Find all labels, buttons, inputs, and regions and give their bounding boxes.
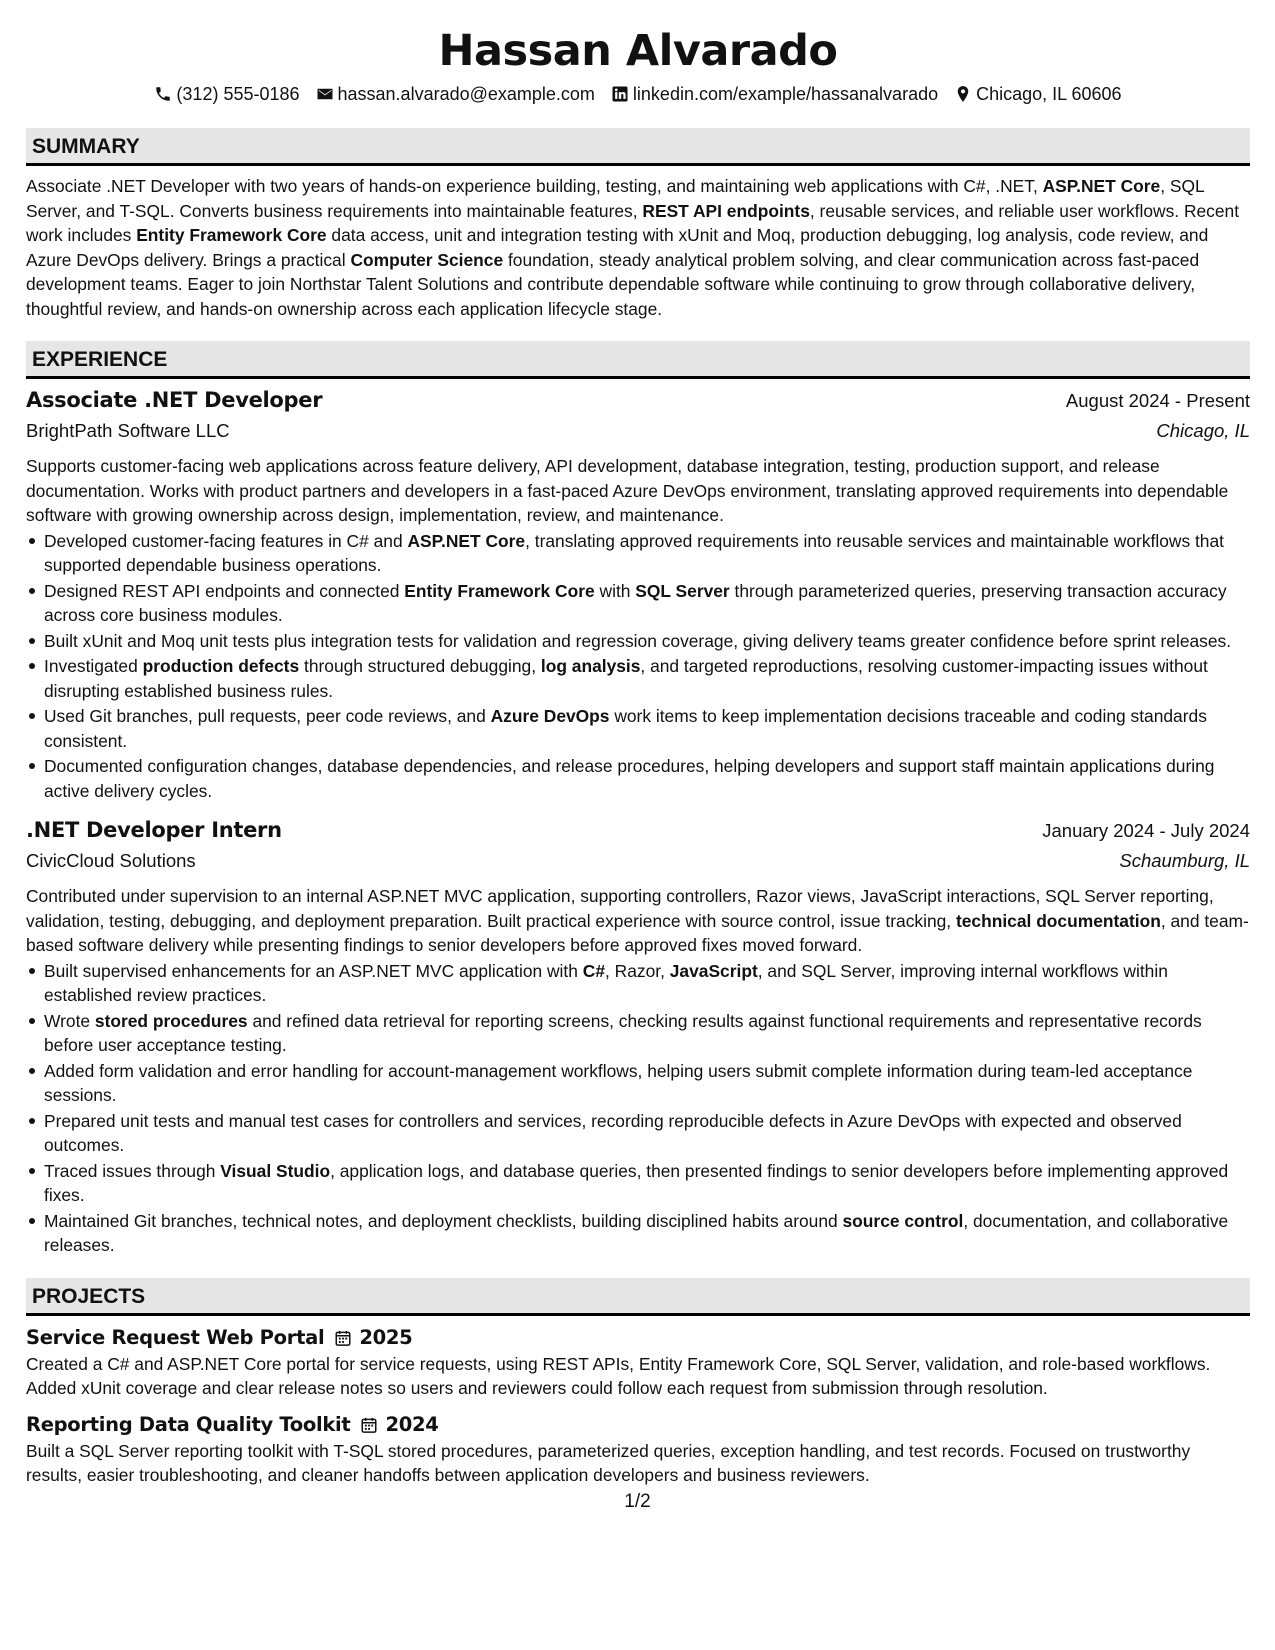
bold-keyword: ASP.NET Core xyxy=(1042,176,1161,196)
contact-location xyxy=(954,82,1121,106)
text-run: Designed REST API endpoints and connected xyxy=(44,580,405,601)
experience-heading: EXPERIENCE xyxy=(26,341,1250,379)
text-run: , and team-based software delivery while presenting findings to senior developers before approved fixes moved forward. xyxy=(26,910,1249,955)
contact-linkedin[interactable] xyxy=(611,82,938,106)
text-run: Built supervised enhancements for an ASP.NET MVC application with xyxy=(44,960,583,981)
job-dates: January 2024 - July 2024 xyxy=(1042,820,1250,841)
text-run: , and targeted reproductions, resolving customer-impacting issues without disrupting established business rules. xyxy=(44,656,1208,701)
summary-text xyxy=(26,174,1250,321)
text-run: , reusable services, and reliable user workflows. Recent work includes xyxy=(26,200,1240,245)
page-number: 1/2 xyxy=(624,1491,651,1512)
summary-heading: SUMMARY xyxy=(26,128,1250,166)
project-year: 2025 xyxy=(359,1325,413,1349)
text-run: , translating approved requirements into reusable services and maintainable workflows that supported dependable business operations. xyxy=(44,530,1224,575)
text-run: Used Git branches, pull requests, peer code reviews, and xyxy=(44,706,491,726)
job-title: .NET Developer Intern xyxy=(26,818,282,842)
text-run: Contributed under supervision to an internal ASP.NET MVC application, supporting controllers, Razor views, JavaScript interactions, SQL Server reporting, validation, testing, debugging, and deployment preparation. Built practical experience with source control, issue tracking, xyxy=(26,886,1214,931)
bold-keyword: source control xyxy=(842,1210,964,1231)
text-run: through structured debugging, xyxy=(299,656,541,676)
contact-phone xyxy=(154,82,299,106)
experience-entry xyxy=(26,385,1250,803)
text-run: foundation, steady analytical problem solving, and clear communication across fast-paced development teams. Eager to join Northstar Talent Solutions and contribute dependable software while continuing to grow through collaborative delivery, thoughtful review, and hands-on ownership across each application lifecycle stage. xyxy=(26,249,1200,319)
contact-email[interactable] xyxy=(316,82,595,106)
bold-keyword: Azure DevOps xyxy=(490,706,610,726)
bold-keyword: production defects xyxy=(142,656,300,676)
envelope-icon xyxy=(316,85,334,103)
text-run: Investigated xyxy=(44,656,143,676)
projects-heading: PROJECTS xyxy=(26,1278,1250,1316)
bold-keyword: Visual Studio xyxy=(220,1160,331,1181)
phone-text: (312) 555-0186 xyxy=(176,84,300,104)
bold-keyword: C# xyxy=(582,960,605,981)
text-run: Associate .NET Developer with two years of hands-on experience building, testing, and maintaining web applications with C#, .NET, xyxy=(26,176,1043,196)
text-run: Maintained Git branches, technical notes, and deployment checklists, building disciplined habits around xyxy=(44,1210,843,1231)
project-description: Created a C# and ASP.NET Core portal for service requests, using REST APIs, Entity Framework Core, SQL Server, validation, and role-based workflows. Added xUnit coverage and clear release notes so users and reviewers could follow each request from submission through resolution. xyxy=(26,1353,1211,1398)
job-description xyxy=(26,884,1250,958)
candidate-name: Hassan Alvarado xyxy=(438,26,838,76)
phone-icon xyxy=(154,85,172,103)
bold-keyword: stored procedures xyxy=(94,1010,248,1031)
bold-keyword: REST API endpoints xyxy=(642,200,810,221)
bullet-item xyxy=(44,1209,1250,1258)
bold-keyword: Entity Framework Core xyxy=(136,225,327,245)
contact-bar xyxy=(26,82,1250,106)
project-entry xyxy=(26,1411,1250,1488)
text-run: Developed customer-facing features in C# and xyxy=(44,530,408,551)
linkedin-icon xyxy=(611,85,629,103)
bullet-item xyxy=(44,1059,1250,1108)
bullet-item xyxy=(44,1159,1250,1208)
text-run: Prepared unit tests and manual test cases for controllers and services, recording reproducible defects in Azure DevOps with expected and observed outcomes. xyxy=(44,1110,1182,1155)
bullet-item xyxy=(44,959,1250,1008)
bullet-item xyxy=(44,754,1250,803)
text-run: with xyxy=(594,580,636,601)
project-year: 2024 xyxy=(385,1412,439,1436)
company-name: BrightPath Software LLC xyxy=(26,420,230,441)
company-name: CivicCloud Solutions xyxy=(26,850,196,871)
job-dates: August 2024 - Present xyxy=(1065,390,1250,411)
location-text: Chicago, IL 60606 xyxy=(976,84,1122,104)
calendar-icon xyxy=(360,1416,378,1434)
bullet-item xyxy=(44,629,1250,654)
text-run: Built xUnit and Moq unit tests plus integration tests for validation and regression coverage, giving delivery teams greater confidence before sprint releases. xyxy=(44,630,1232,651)
text-run: , and SQL Server, improving internal workflows within established review practices. xyxy=(44,960,1168,1005)
bold-keyword: Computer Science xyxy=(350,249,504,270)
text-run: Added form validation and error handling for account-management workflows, helping users submit complete information during team-led acceptance sessions. xyxy=(44,1060,1193,1105)
bold-keyword: technical documentation xyxy=(955,910,1161,931)
text-run: Documented configuration changes, database dependencies, and release procedures, helping developers and support staff maintain applications during active delivery cycles. xyxy=(44,756,1215,801)
bullet-item xyxy=(44,1009,1250,1058)
text-run: , Razor, xyxy=(605,960,670,981)
job-bullets xyxy=(26,529,1250,804)
text-run: , documentation, and collaborative releases. xyxy=(44,1210,1229,1255)
text-run: work items to keep implementation decisions traceable and coding standards consistent. xyxy=(44,706,1207,751)
bold-keyword: Entity Framework Core xyxy=(404,580,595,601)
calendar-icon xyxy=(334,1329,352,1347)
text-run: and refined data retrieval for reporting screens, checking results against functional requirements and representative records before user acceptance testing. xyxy=(44,1010,1202,1055)
text-run: Wrote xyxy=(44,1010,95,1031)
bullet-item xyxy=(44,579,1250,628)
bullet-item xyxy=(44,529,1250,578)
job-location: Chicago, IL xyxy=(1156,420,1250,441)
job-title: Associate .NET Developer xyxy=(26,388,323,412)
job-location: Schaumburg, IL xyxy=(1119,850,1250,871)
resume-page xyxy=(26,0,1250,1488)
bold-keyword: ASP.NET Core xyxy=(407,530,526,551)
experience-entry xyxy=(26,815,1250,1258)
bullet-item xyxy=(44,654,1250,703)
bold-keyword: JavaScript xyxy=(669,960,758,981)
linkedin-link[interactable]: linkedin.com/example/hassanalvarado xyxy=(632,84,939,104)
map-pin-icon xyxy=(954,85,972,103)
job-description xyxy=(26,454,1250,528)
job-bullets xyxy=(26,959,1250,1258)
text-run: through parameterized queries, preserving transaction accuracy across core business modules. xyxy=(44,580,1227,625)
text-run: , SQL Server, and T-SQL. Converts business requirements into maintainable features, xyxy=(26,176,1205,221)
project-entry xyxy=(26,1324,1250,1401)
text-run: Supports customer-facing web applications across feature delivery, API development, database integration, testing, production support, and release documentation. Works with product partners and developers in a fast-paced Azure DevOps environment, translating approved requirements into dependable software with growing ownership across design, implementation, review, and maintenance. xyxy=(26,456,1229,525)
bullet-item xyxy=(44,704,1250,753)
project-name: Reporting Data Quality Toolkit xyxy=(26,1412,351,1436)
bullet-item xyxy=(44,1109,1250,1158)
text-run: Traced issues through xyxy=(44,1160,221,1181)
bold-keyword: SQL Server xyxy=(635,580,730,601)
text-run: , application logs, and database queries, then presented findings to senior developers before implementing approved fixes. xyxy=(44,1160,1229,1205)
email-link[interactable]: hassan.alvarado@example.com xyxy=(337,84,595,104)
project-description: Built a SQL Server reporting toolkit with T-SQL stored procedures, parameterized queries, exception handling, and test records. Focused on trustworthy results, easier troubleshooting, and cleaner handoffs between application developers and business reviewers. xyxy=(26,1440,1191,1485)
bold-keyword: log analysis xyxy=(540,656,641,676)
text-run: data access, unit and integration testing with xUnit and Moq, production debugging, log analysis, code review, and Azure DevOps delivery. Brings a practical xyxy=(26,225,1209,270)
project-name: Service Request Web Portal xyxy=(26,1325,325,1349)
